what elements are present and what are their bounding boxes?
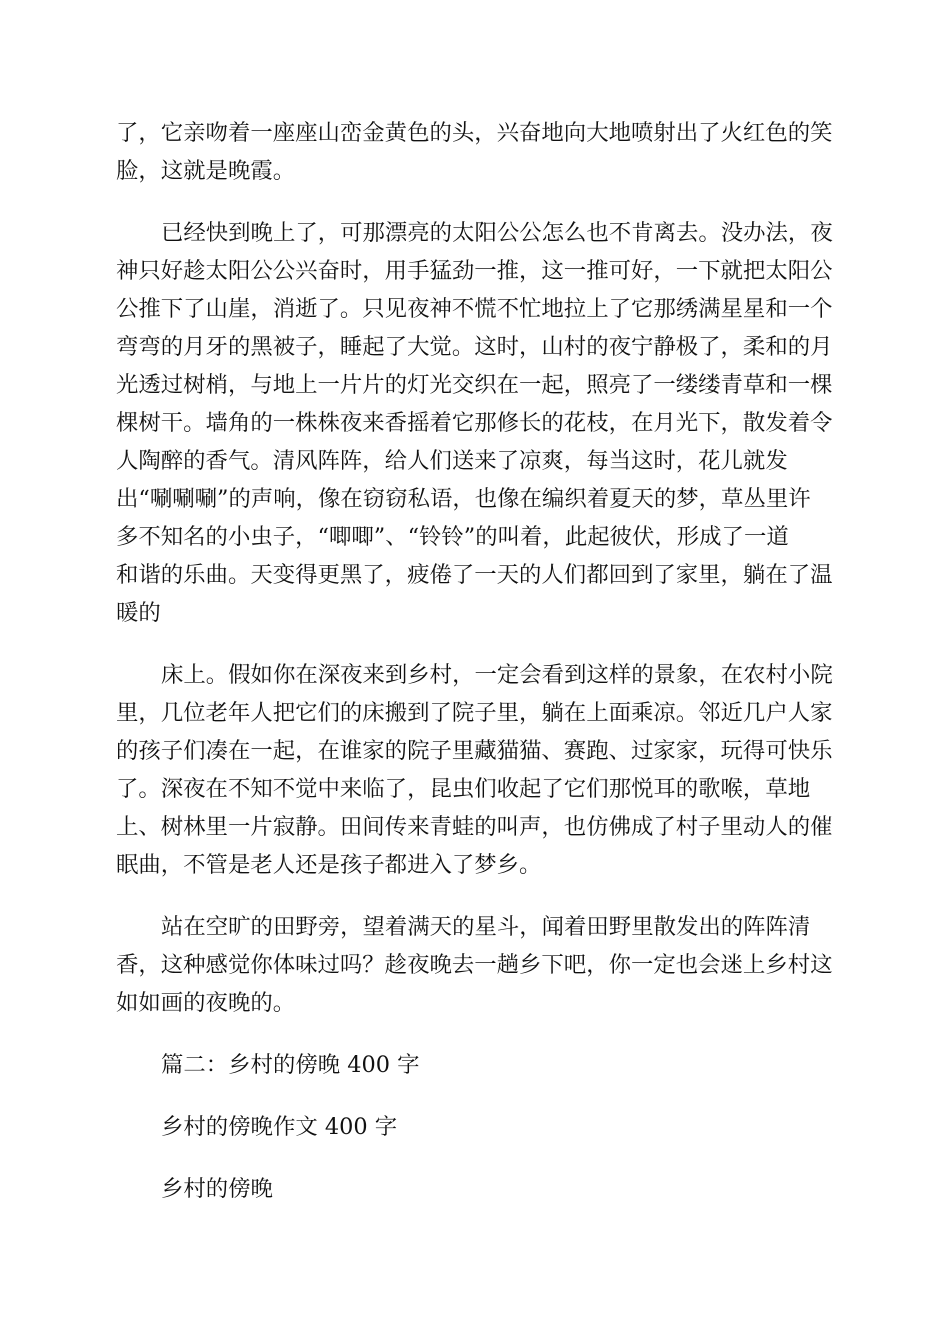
text-line: 人陶醉的香气。清风阵阵，给人们送来了凉爽，每当这时，花儿就发	[116, 448, 788, 474]
text-line: 棵树干。墙角的一株株夜来香摇着它那修长的花枝，在月光下，散发着令	[116, 410, 833, 436]
text-line: 出“唰唰唰”的声响，像在窃窃私语，也像在编织着夏天的梦，草丛里许	[116, 486, 811, 512]
text-line: 神只好趁太阳公公兴奋时，用手猛劲一推，这一推可好，一下就把太阳公	[116, 258, 833, 284]
text-line: 多不知名的小虫子，“唧唧”、“铃铃”的叫着，此起彼伏，形成了一道	[116, 524, 789, 550]
text-line: 里，几位老年人把它们的床搬到了院子里，躺在上面乘凉。邻近几户人家	[116, 700, 833, 726]
text-line: 了，它亲吻着一座座山峦金黄色的头，兴奋地向大地喷射出了火红色的笑	[116, 120, 833, 146]
text-line: 和谐的乐曲。天变得更黑了，疲倦了一天的人们都回到了家里，躺在了温	[116, 562, 833, 588]
text-line: 香，这种感觉你体味过吗？趁夜晚去一趟乡下吧，你一定也会迷上乡村这	[116, 952, 833, 978]
paragraph-first-line: 床上。假如你在深夜来到乡村，一定会看到这样的景象，在农村小院	[161, 662, 833, 688]
text-line: 的孩子们凑在一起，在谁家的院子里藏猫猫、赛跑、过家家，玩得可快乐	[116, 738, 833, 764]
text-line: 上、树林里一片寂静。田间传来青蛙的叫声，也仿佛成了村子里动人的催	[116, 814, 833, 840]
text-line: 光透过树梢，与地上一片片的灯光交织在一起，照亮了一缕缕青草和一棵	[116, 372, 833, 398]
text-line: 脸，这就是晚霞。	[116, 158, 296, 184]
article-title: 乡村的傍晚作文 400 字	[161, 1114, 398, 1140]
text-line: 暖的	[116, 600, 161, 626]
text-line: 了。深夜在不知不觉中来临了，昆虫们收起了它们那悦耳的歌喉，草地	[116, 776, 811, 802]
text-line: 弯弯的月牙的黑被子，睡起了大觉。这时，山村的夜宁静极了，柔和的月	[116, 334, 833, 360]
paragraph-first-line: 已经快到晚上了，可那漂亮的太阳公公怎么也不肯离去。没办法，夜	[161, 220, 833, 246]
text-line: 如如画的夜晚的。	[116, 990, 296, 1016]
paragraph-first-line: 站在空旷的田野旁，望着满天的星斗，闻着田野里散发出的阵阵清	[161, 914, 811, 940]
article-subtitle: 乡村的傍晚	[161, 1176, 273, 1202]
text-line: 公推下了山崖，消逝了。只见夜神不慌不忙地拉上了它那绣满星星和一个	[116, 296, 833, 322]
section-heading: 篇二：乡村的傍晚 400 字	[161, 1052, 420, 1078]
text-line: 眠曲，不管是老人还是孩子都进入了梦乡。	[116, 852, 542, 878]
